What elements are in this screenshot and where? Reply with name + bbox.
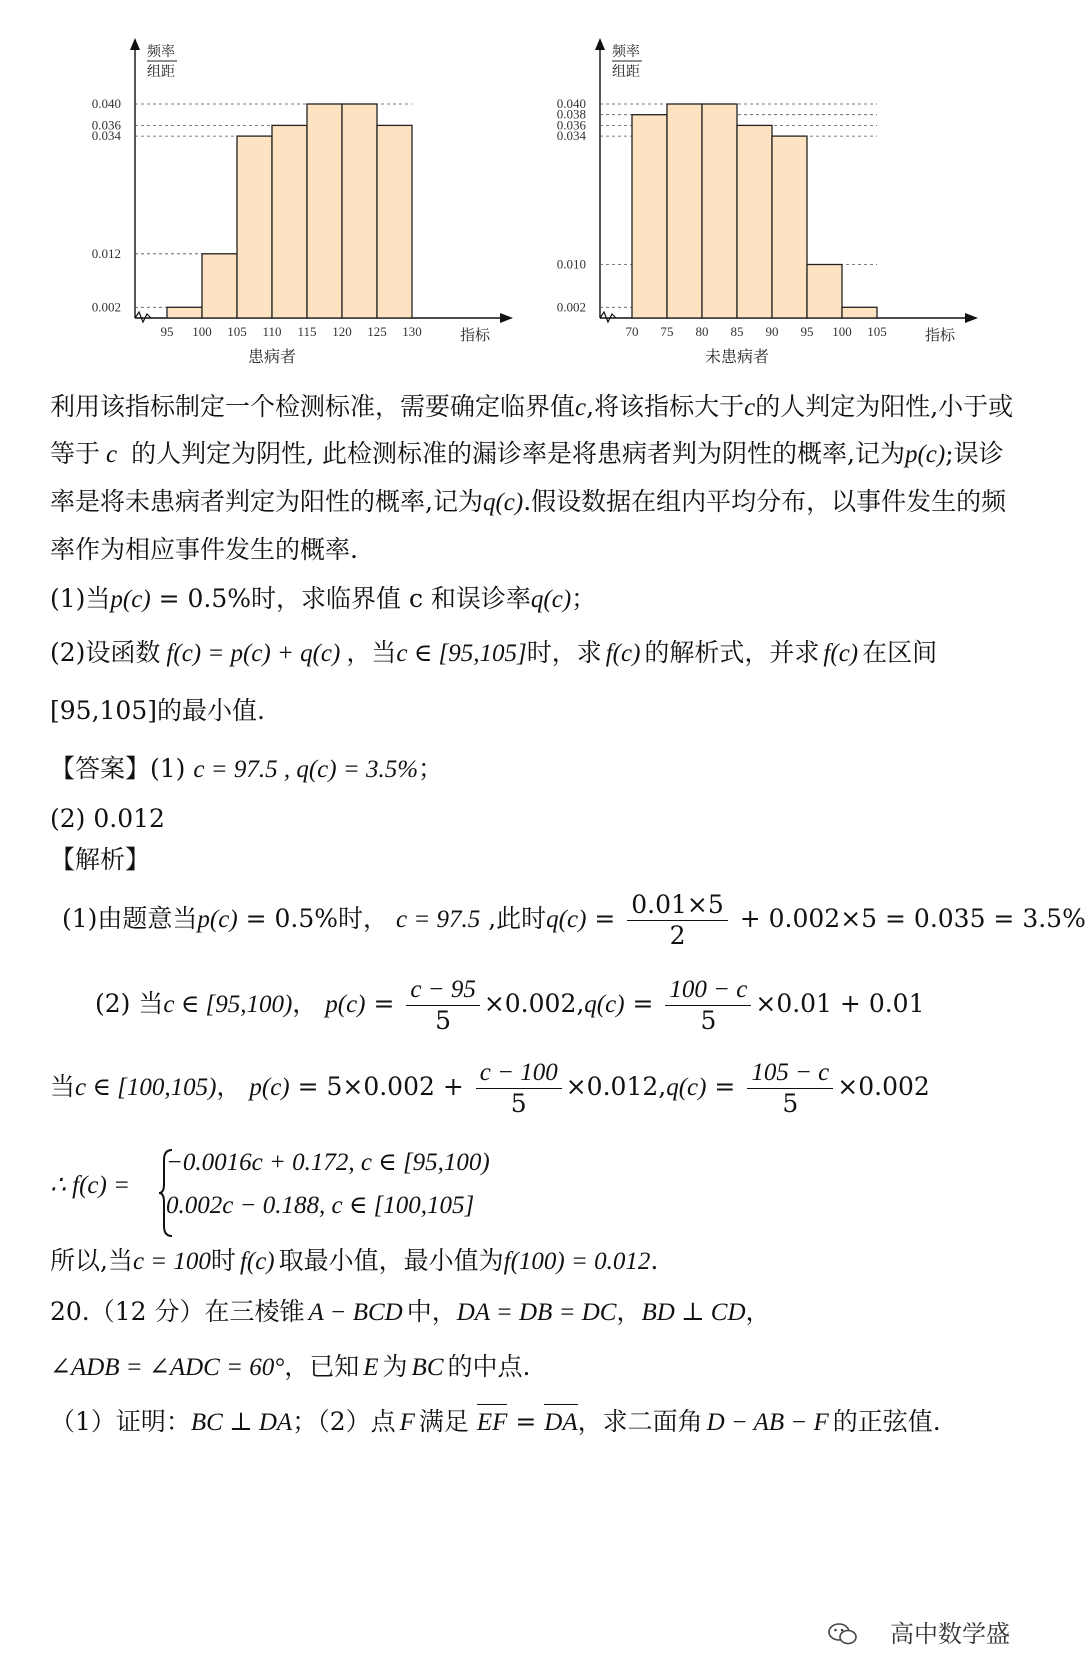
histogram-bar bbox=[702, 104, 737, 318]
histogram-bar bbox=[807, 265, 842, 319]
solution-piecewise-label: ∴ f(c) = bbox=[50, 1172, 130, 1199]
x-tick-label: 115 bbox=[297, 324, 317, 339]
account-watermark: 高中数学盛 bbox=[890, 1620, 1010, 1648]
solution-step-1: (1)由题意当p(c) = 0.5%时， c = 97.5 ,此时q(c) = $\frac{0.01\times 5}{2}$ + 0.002×5 = 0.035 = 3.5% bbox=[62, 890, 1086, 950]
piecewise-row-1: −0.0016c + 0.172, c ∈ [95,100) bbox=[166, 1149, 490, 1176]
answer-line-1: 【答案】(1) c = 97.5 , q(c) = 3.5%； bbox=[50, 754, 444, 783]
histogram-patients bbox=[91, 30, 535, 375]
y-axis-label-top: 频率 bbox=[612, 44, 640, 60]
x-axis-label: 指标 bbox=[459, 326, 490, 344]
x-tick-label: 130 bbox=[402, 324, 422, 339]
histogram-bar bbox=[842, 307, 877, 318]
answer-line-2: (2) 0.012 bbox=[50, 804, 165, 833]
problem-20-line-1: 20.（12 分）在三棱锥 A − BCD 中，DA = DB = DC，BD ⊥ CD， bbox=[50, 1297, 771, 1326]
y-tick-label: 0.034 bbox=[91, 128, 121, 144]
x-tick-label: 125 bbox=[367, 324, 387, 339]
y-axis-label-bottom: 组距 bbox=[147, 64, 175, 80]
y-axis-label-bottom: 组距 bbox=[612, 64, 640, 80]
y-tick-label: 0.002 bbox=[91, 299, 121, 315]
y-tick-label: 0.036 bbox=[91, 117, 121, 133]
histogram-bar bbox=[667, 104, 702, 318]
histogram-non-patients bbox=[556, 30, 1000, 375]
question-2-line-2: [95,105]的最小值. bbox=[50, 696, 265, 725]
y-axis-arrow bbox=[595, 38, 605, 50]
histogram-bar bbox=[632, 115, 667, 318]
fraction: $\frac{0.01\times 5}{2}$ bbox=[627, 890, 728, 951]
question-2-line-1: (2)设函数 f(c) = p(c) + q(c) ，当c ∈ [95,105]时，求 f(c) 的解析式，并求 f(c) 在区间 bbox=[50, 638, 938, 667]
y-tick-label: 0.002 bbox=[556, 299, 586, 315]
histogram-bar bbox=[167, 307, 202, 318]
x-tick-label: 120 bbox=[332, 324, 352, 339]
y-tick-label: 0.034 bbox=[556, 128, 586, 144]
piecewise-row-2: 0.002c − 0.188, c ∈ [100,105] bbox=[166, 1192, 475, 1219]
histogram-bar bbox=[342, 104, 377, 318]
x-tick-label: 100 bbox=[832, 324, 852, 339]
x-tick-label: 80 bbox=[695, 324, 709, 339]
vector-da: DA bbox=[544, 1406, 577, 1440]
chart-caption: 未患病者 bbox=[704, 347, 770, 366]
x-axis-label: 指标 bbox=[924, 326, 955, 344]
solution-step-3: 当c ∈ [100,105)， p(c) = 5×0.002 + $\frac{c - 100}{5}$ ×0.012,q(c) = $\frac{105 - c}{5}$ ×0.002 bbox=[50, 1059, 930, 1118]
problem-20-line-2: ∠ADB = ∠ADC = 60°，已知 E 为 BC 的中点. bbox=[50, 1352, 531, 1381]
problem-20-line-3: （1）证明：BC ⊥ DA；（2）点 F 满足 EF = DA，求二面角 D − AB − F 的正弦值. bbox=[50, 1405, 941, 1440]
x-axis-arrow bbox=[500, 313, 513, 323]
chart-caption: 患病者 bbox=[247, 347, 297, 366]
histogram-bar bbox=[237, 136, 272, 318]
x-tick-label: 90 bbox=[765, 324, 779, 339]
x-tick-label: 105 bbox=[867, 324, 887, 339]
vector-ef: EF bbox=[477, 1406, 508, 1440]
y-tick-label: 0.036 bbox=[556, 117, 586, 133]
y-tick-label: 0.040 bbox=[91, 96, 121, 111]
problem-line-4: 率作为相应事件发生的概率. bbox=[50, 535, 358, 564]
histogram-bar bbox=[272, 125, 307, 318]
x-tick-label: 110 bbox=[262, 324, 282, 339]
x-tick-label: 75 bbox=[660, 324, 674, 339]
y-axis-label-top: 频率 bbox=[147, 44, 175, 60]
wechat-icon bbox=[828, 1621, 858, 1647]
solution-step-2: (2) 当c ∈ [95,100)， p(c) = $\frac{c - 95}{5}$ ×0.002,q(c) = $\frac{100 - c}{5}$ ×0.01 + 0.01 bbox=[95, 976, 925, 1035]
x-axis-arrow bbox=[965, 313, 978, 323]
fraction: $\frac{c - 95}{5}$ bbox=[406, 975, 479, 1036]
analysis-heading: 【解析】 bbox=[50, 845, 151, 874]
problem-line-1: 利用该指标制定一个检测标准，需要确定临界值c,将该指标大于c的人判定为阳性,小于或 bbox=[50, 392, 1014, 421]
y-axis-arrow bbox=[130, 38, 140, 50]
x-tick-label: 95 bbox=[800, 324, 814, 339]
x-tick-label: 70 bbox=[625, 324, 639, 339]
histogram-bar bbox=[377, 125, 412, 318]
histogram-bar bbox=[772, 136, 807, 318]
fraction: $\frac{105 - c}{5}$ bbox=[747, 1058, 833, 1119]
y-tick-label: 0.010 bbox=[556, 256, 586, 272]
histogram-bar bbox=[307, 104, 342, 318]
fraction: $\frac{100 - c}{5}$ bbox=[665, 975, 751, 1036]
y-tick-label: 0.040 bbox=[556, 96, 586, 111]
question-1: (1)当p(c) = 0.5%时，求临界值 c 和误诊率q(c)； bbox=[50, 584, 597, 613]
x-tick-label: 95 bbox=[160, 324, 174, 339]
histogram-bar bbox=[737, 125, 772, 318]
fraction: $\frac{c - 100}{5}$ bbox=[476, 1058, 562, 1119]
axis-break bbox=[600, 312, 616, 322]
solution-conclusion: 所以,当c = 100时 f(c) 取最小值，最小值为f(100) = 0.012. bbox=[50, 1246, 659, 1275]
x-tick-label: 85 bbox=[730, 324, 744, 339]
y-tick-label: 0.012 bbox=[91, 245, 121, 261]
x-tick-label: 100 bbox=[192, 324, 212, 339]
histogram-bar bbox=[202, 254, 237, 318]
x-tick-label: 105 bbox=[227, 324, 247, 339]
axis-break bbox=[135, 312, 151, 322]
problem-line-2: 等于 c 的人判定为阴性, 此检测标准的漏诊率是将患病者判为阴性的概率,记为p(c);误诊 bbox=[50, 439, 1004, 468]
y-tick-label: 0.038 bbox=[556, 106, 586, 122]
problem-line-3: 率是将未患病者判定为阳性的概率,记为q(c).假设数据在组内平均分布，以事件发生的频 bbox=[50, 487, 1007, 516]
